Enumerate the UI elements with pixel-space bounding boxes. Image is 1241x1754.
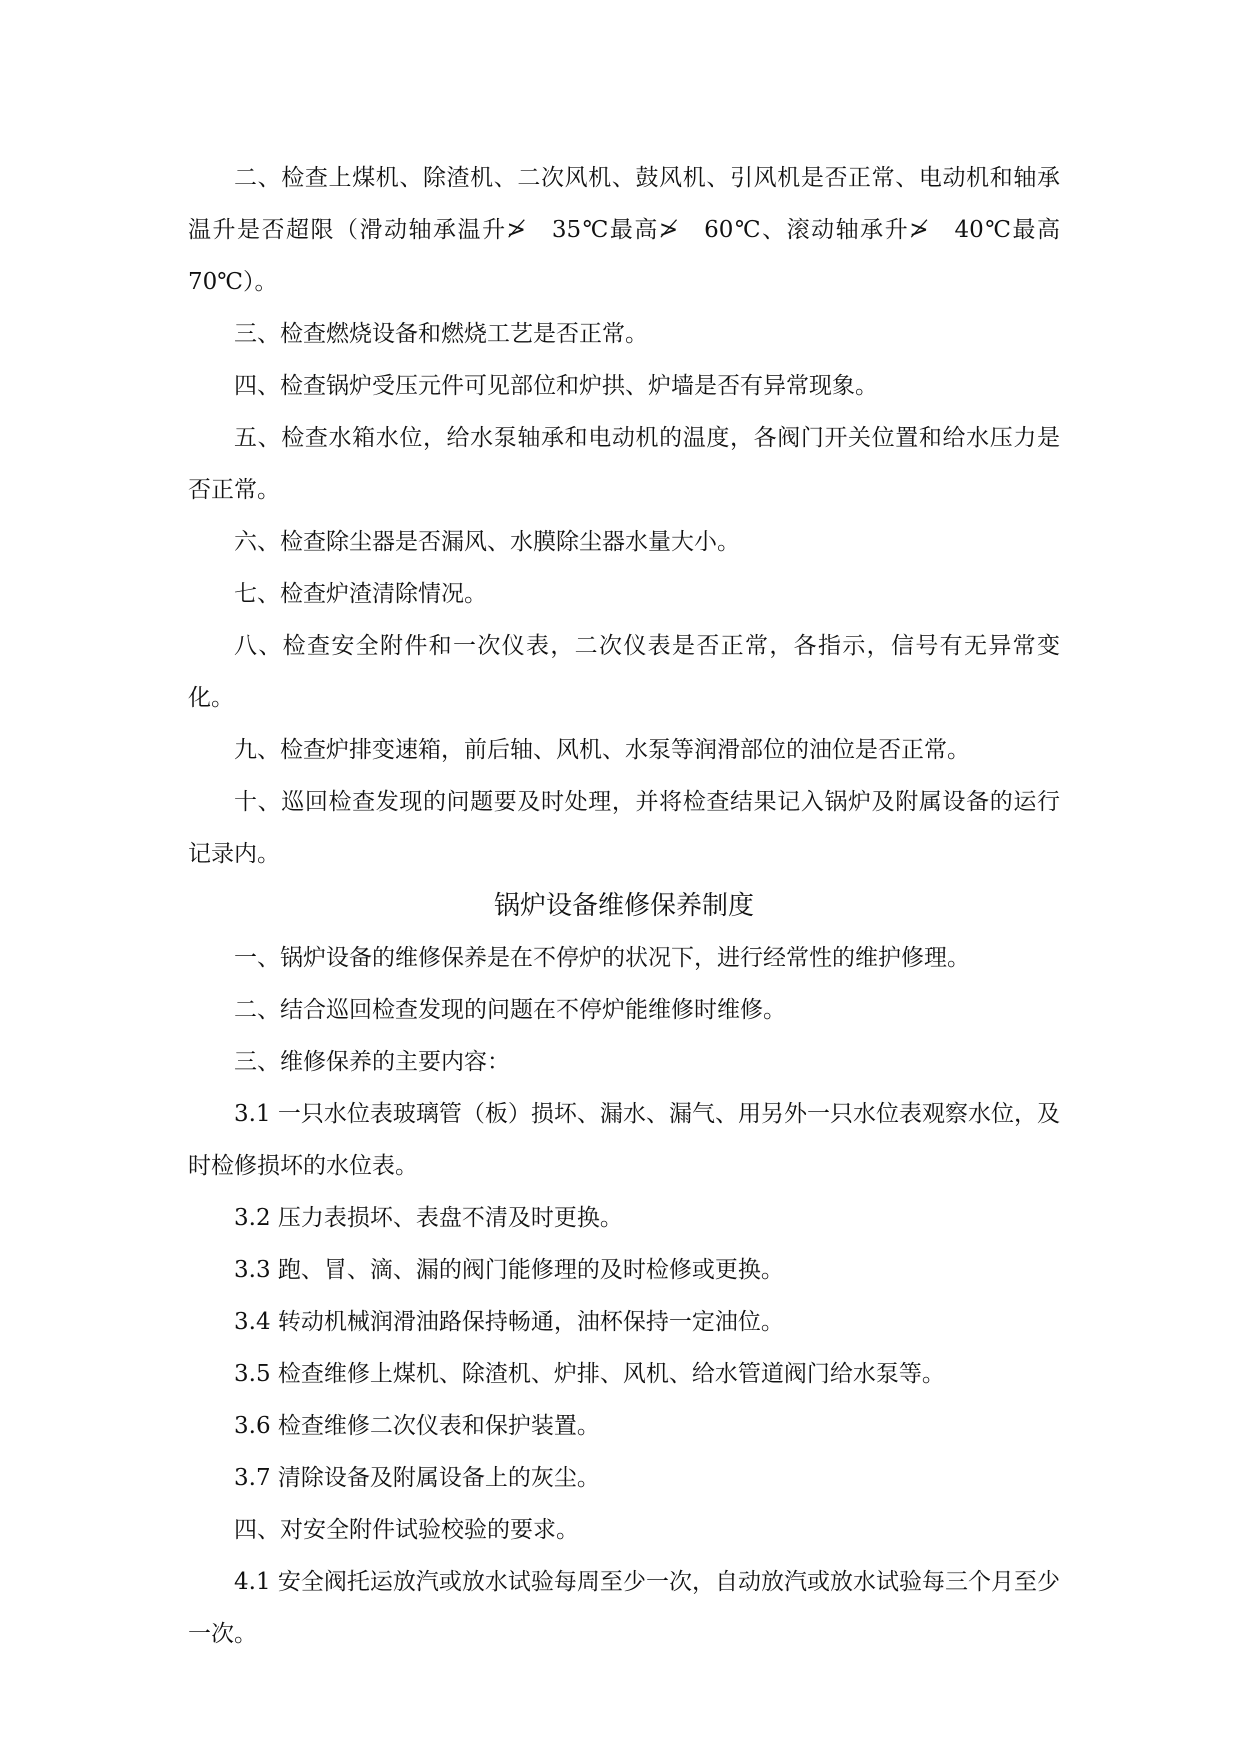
paragraph: 4.1 安全阀托运放汽或放水试验每周至少一次，自动放汽或放水试验每三个月至少一次。 (188, 1569, 1060, 1647)
paragraph: 3.7 清除设备及附属设备上的灰尘。 (234, 1465, 600, 1491)
paragraph: 3.3 跑、冒、滴、漏的阀门能修理的及时检修或更换。 (234, 1257, 784, 1283)
paragraph: 3.2 压力表损坏、表盘不清及时更换。 (234, 1205, 623, 1231)
paragraph: 三、维修保养的主要内容： (234, 1049, 510, 1075)
paragraph: 十、巡回检查发现的问题要及时处理，并将检查结果记入锅炉及附属设备的运行记录内。 (188, 789, 1060, 867)
paragraph: 四、对安全附件试验校验的要求。 (234, 1517, 579, 1543)
paragraph: 六、检查除尘器是否漏风、水膜除尘器水量大小。 (234, 529, 740, 555)
paragraph: 八、检查安全附件和一次仪表，二次仪表是否正常，各指示，信号有无异常变化。 (188, 633, 1060, 711)
paragraph: 3.4 转动机械润滑油路保持畅通，油杯保持一定油位。 (234, 1309, 784, 1335)
paragraph: 3.5 检查维修上煤机、除渣机、炉排、风机、给水管道阀门给水泵等。 (234, 1361, 945, 1387)
maintenance-section (188, 880, 1060, 1660)
paragraph: 三、检查燃烧设备和燃烧工艺是否正常。 (234, 321, 648, 347)
paragraph: 四、检查锅炉受压元件可见部位和炉拱、炉墙是否有异常现象。 (234, 373, 878, 399)
paragraph: 二、检查上煤机、除渣机、二次风机、鼓风机、引风机是否正常、电动机和轴承温升是否超限（滑动轴承温升≯ 35℃最高≯ 60℃、滚动轴承升≯ 40℃最高 70℃）。 (188, 165, 1083, 295)
paragraph: 二、结合巡回检查发现的问题在不停炉能维修时维修。 (234, 997, 786, 1023)
paragraph: 一、锅炉设备的维修保养是在不停炉的状况下，进行经常性的维护修理。 (234, 945, 970, 971)
paragraph: 五、检查水箱水位，给水泵轴承和电动机的温度，各阀门开关位置和给水压力是否正常。 (188, 425, 1060, 503)
inspection-section (188, 152, 1083, 880)
document-body (188, 152, 1083, 1660)
paragraph: 七、检查炉渣清除情况。 (234, 581, 487, 607)
paragraph: 九、检查炉排变速箱，前后轴、风机、水泵等润滑部位的油位是否正常。 (234, 737, 970, 763)
paragraph: 3.1 一只水位表玻璃管（板）损坏、漏水、漏气、用另外一只水位表观察水位，及时检修损坏的水位表。 (188, 1101, 1060, 1179)
paragraph: 3.6 检查维修二次仪表和保护装置。 (234, 1413, 600, 1439)
section-title: 锅炉设备维修保养制度 (493, 891, 754, 921)
